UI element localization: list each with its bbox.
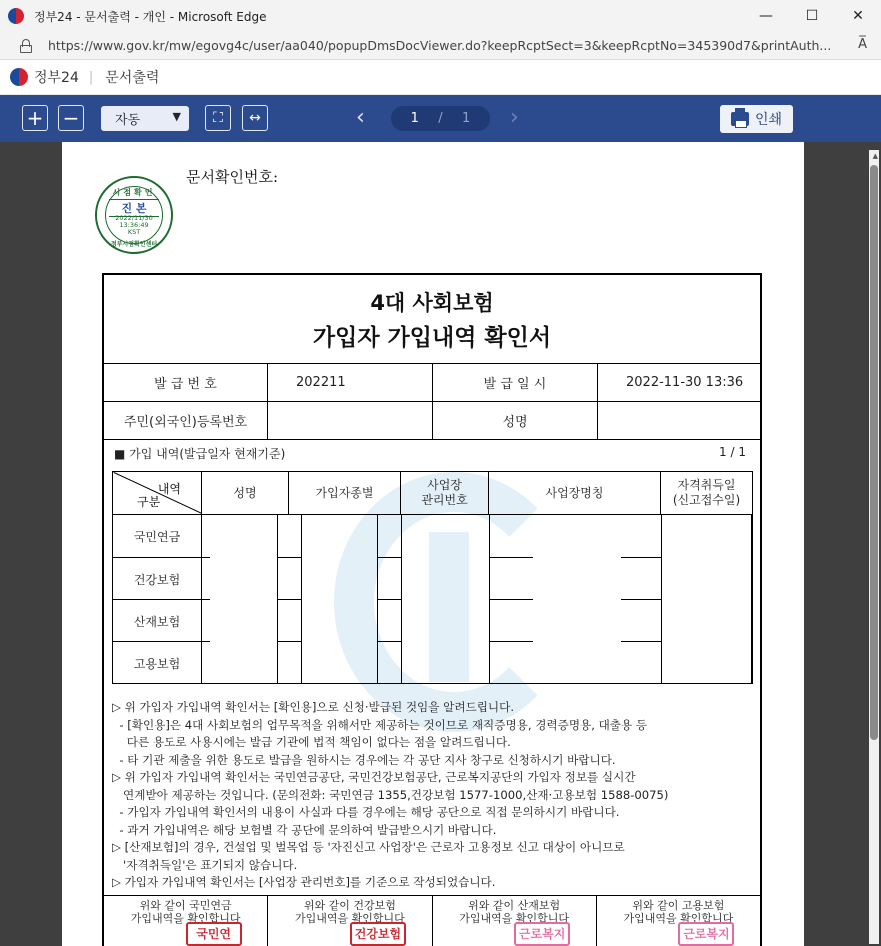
note-line: ▷ 가입자 가입내역 확인서는 [사업장 관리번호]를 기준으로 작성되었습니다. [112, 875, 496, 889]
confirm-industrial-accident [433, 896, 597, 946]
corner-bottom-label: 구분 [137, 495, 161, 509]
note-line: - 과거 가입내역은 해당 보험별 각 공단에 문의하여 발급받으시기 바랍니다. [112, 822, 497, 837]
print-label: 인쇄 [754, 112, 783, 128]
note-line: - 가입자 가입내역 확인서의 내용이 사실과 다를 경우에는 해당 공단으로 직접 문의하시기 바랍니다. [112, 805, 620, 819]
zoom-value: 자동 [115, 113, 141, 128]
issue-no-label: 발 급 번 호 [104, 364, 268, 401]
page-indicator [391, 106, 490, 131]
accident-seal: 근로복지 [514, 922, 570, 946]
fit-width-button[interactable]: ↔ [242, 105, 268, 131]
section-title: ■ 가입 내역(발급일자 현재기준) [114, 447, 286, 461]
fit-page-button[interactable]: ⛶ [205, 105, 231, 131]
confirm-line-2: 가입내역을 확인합니다 [459, 912, 569, 925]
maximize-button[interactable]: ☐ [805, 8, 819, 24]
issue-date-label: 발 급 일 시 [433, 364, 598, 401]
confirmation-row [104, 895, 760, 946]
health-seal: 건강보험 [350, 922, 406, 946]
title-bar [0, 0, 881, 32]
corner-top-label: 내역 [157, 482, 181, 496]
header-acquired-date: 자격취득일 (신고접수일) [661, 472, 752, 515]
issue-no-value: 202211 [268, 364, 433, 401]
url-field[interactable]: https://www.gov.kr/mw/egovg4c/user/aa040/popupDmsDocViewer.do?keepRcptSect=3&keepRcptNo=345390d7&printAuth... [48, 38, 832, 53]
printer-icon [731, 112, 749, 126]
minimize-button[interactable]: — [759, 8, 773, 24]
note-line: ▷ [산재보험]의 경우, 건설업 및 벌목업 등 '자진신고 사업장'은 근로자 고용정보 신고 대상이 아니므로 [112, 840, 625, 854]
confirm-line-2: 가입내역을 확인합니다 [294, 912, 405, 925]
scroll-up-icon[interactable]: ▲ [872, 152, 878, 160]
confirm-national-pension [104, 896, 268, 946]
header-separator: | [88, 69, 94, 85]
note-line: 연계받아 제공하는 것입니다. (문의전화: 국민연금 1355,건강보험 1577-1000,산재·고용보험 1588-0075) [112, 787, 669, 802]
header-biz-no: 사업장 관리번호 [401, 472, 489, 515]
seal-bottom-text: 정부시점확인센터 [110, 241, 158, 248]
next-page-button[interactable]: › [510, 105, 519, 130]
title-line-2: 가입자 가입내역 확인서 [312, 325, 552, 351]
chevron-down-icon: ▼ [172, 110, 181, 123]
row-employment-insurance: 고용보험 [113, 642, 202, 684]
site-logo-icon [10, 68, 28, 86]
confirm-line-1: 위와 같이 산재보험 [468, 899, 561, 912]
seal-date: 2022/11/30 [115, 214, 153, 222]
doc-number-label: 문서확인번호: [186, 168, 278, 186]
header-type: 가입자종별 [289, 472, 401, 515]
header-biz-name: 사업장명칭 [489, 472, 661, 515]
gov24-logo-icon [8, 8, 24, 24]
window-title: 정부24 - 문서출력 - 개인 - Microsoft Edge [34, 9, 267, 24]
document-page [62, 142, 804, 946]
confirm-line-2: 가입내역을 확인합니다 [623, 912, 734, 925]
table-corner-cell [113, 472, 202, 515]
confirm-employment-insurance [597, 896, 760, 946]
note-line: - [확인용]은 4대 사회보험의 업무목적을 위해서만 제공하는 것이므로 재직증명용, 경력증명용, 대출용 등 [112, 717, 648, 732]
confirm-line-1: 위와 같이 국민연금 [139, 899, 232, 912]
site-name: 정부24 [34, 70, 79, 86]
site-header [0, 60, 881, 95]
zoom-out-button[interactable]: − [58, 105, 84, 131]
zoom-in-button[interactable]: + [22, 105, 48, 131]
print-button[interactable] [720, 105, 793, 133]
seal-zone: KST [127, 228, 141, 236]
certificate-title [104, 275, 760, 364]
certificate-form [102, 273, 762, 946]
confirm-line-1: 위와 같이 건강보험 [303, 899, 396, 912]
header-name: 성명 [202, 472, 289, 515]
resident-no-value [268, 402, 433, 439]
close-button[interactable]: ✕ [852, 8, 864, 24]
prev-page-button[interactable]: ‹ [356, 105, 365, 130]
issue-info-row [104, 364, 760, 402]
timestamp-seal [95, 176, 173, 254]
note-line: ▷ 위 가입자 가입내역 확인서는 국민연금공단, 국민건강보험공단, 근로복지공단의 가입자 정보를 실시간 [112, 770, 636, 784]
read-aloud-icon[interactable]: A̅ [858, 37, 867, 52]
seal-time: 13:36:49 [119, 221, 149, 229]
issue-date-value: 2022-11-30 13:36 [626, 375, 744, 390]
confirm-line-1: 위와 같이 고용보험 [632, 899, 725, 912]
scrollbar-thumb[interactable] [870, 165, 878, 740]
confirm-health-insurance [268, 896, 432, 946]
subscription-table [112, 471, 753, 684]
pension-seal: 국민연 [186, 922, 242, 946]
address-bar [0, 32, 881, 60]
total-pages: 1 [462, 111, 471, 126]
current-page-input[interactable]: 1 [410, 111, 419, 126]
resident-no-label: 주민(외국인)등록번호 [104, 402, 268, 439]
row-industrial-accident: 산재보험 [113, 600, 202, 642]
personal-info-row [104, 402, 760, 440]
title-line-1: 4대 사회보험 [370, 291, 494, 315]
notes-block [112, 699, 757, 892]
employment-seal: 근로복지 [678, 922, 734, 946]
page-name: 문서출력 [105, 70, 160, 86]
note-line: ▷ 위 가입자 가입내역 확인서는 [확인용]으로 신청·발급된 것임을 알려드립니다. [112, 700, 515, 714]
note-line: - 타 기관 제출을 위한 용도로 발급을 원하시는 경우에는 각 공단 지사 창구로 신청하시기 바랍니다. [112, 752, 616, 767]
note-line: '자격취득일'은 표기되지 않습니다. [112, 857, 298, 872]
page-separator: / [438, 111, 443, 126]
confirm-line-2: 가입내역을 확인합니다 [130, 912, 241, 925]
name-value [598, 402, 760, 439]
seal-top-text: 시점확인 [112, 188, 156, 197]
section-page: 1 / 1 [719, 445, 746, 459]
viewer-toolbar [0, 95, 881, 142]
note-line: 다른 용도로 사용시에는 발급 기관에 법적 책임이 없다는 점을 알려드립니다. [112, 735, 511, 749]
zoom-select[interactable] [101, 106, 189, 131]
row-health-insurance: 건강보험 [113, 558, 202, 600]
name-label: 성명 [433, 402, 598, 439]
row-national-pension: 국민연금 [113, 515, 202, 557]
lock-icon[interactable] [20, 39, 32, 53]
seal-middle-text: 진 본 [109, 199, 159, 217]
